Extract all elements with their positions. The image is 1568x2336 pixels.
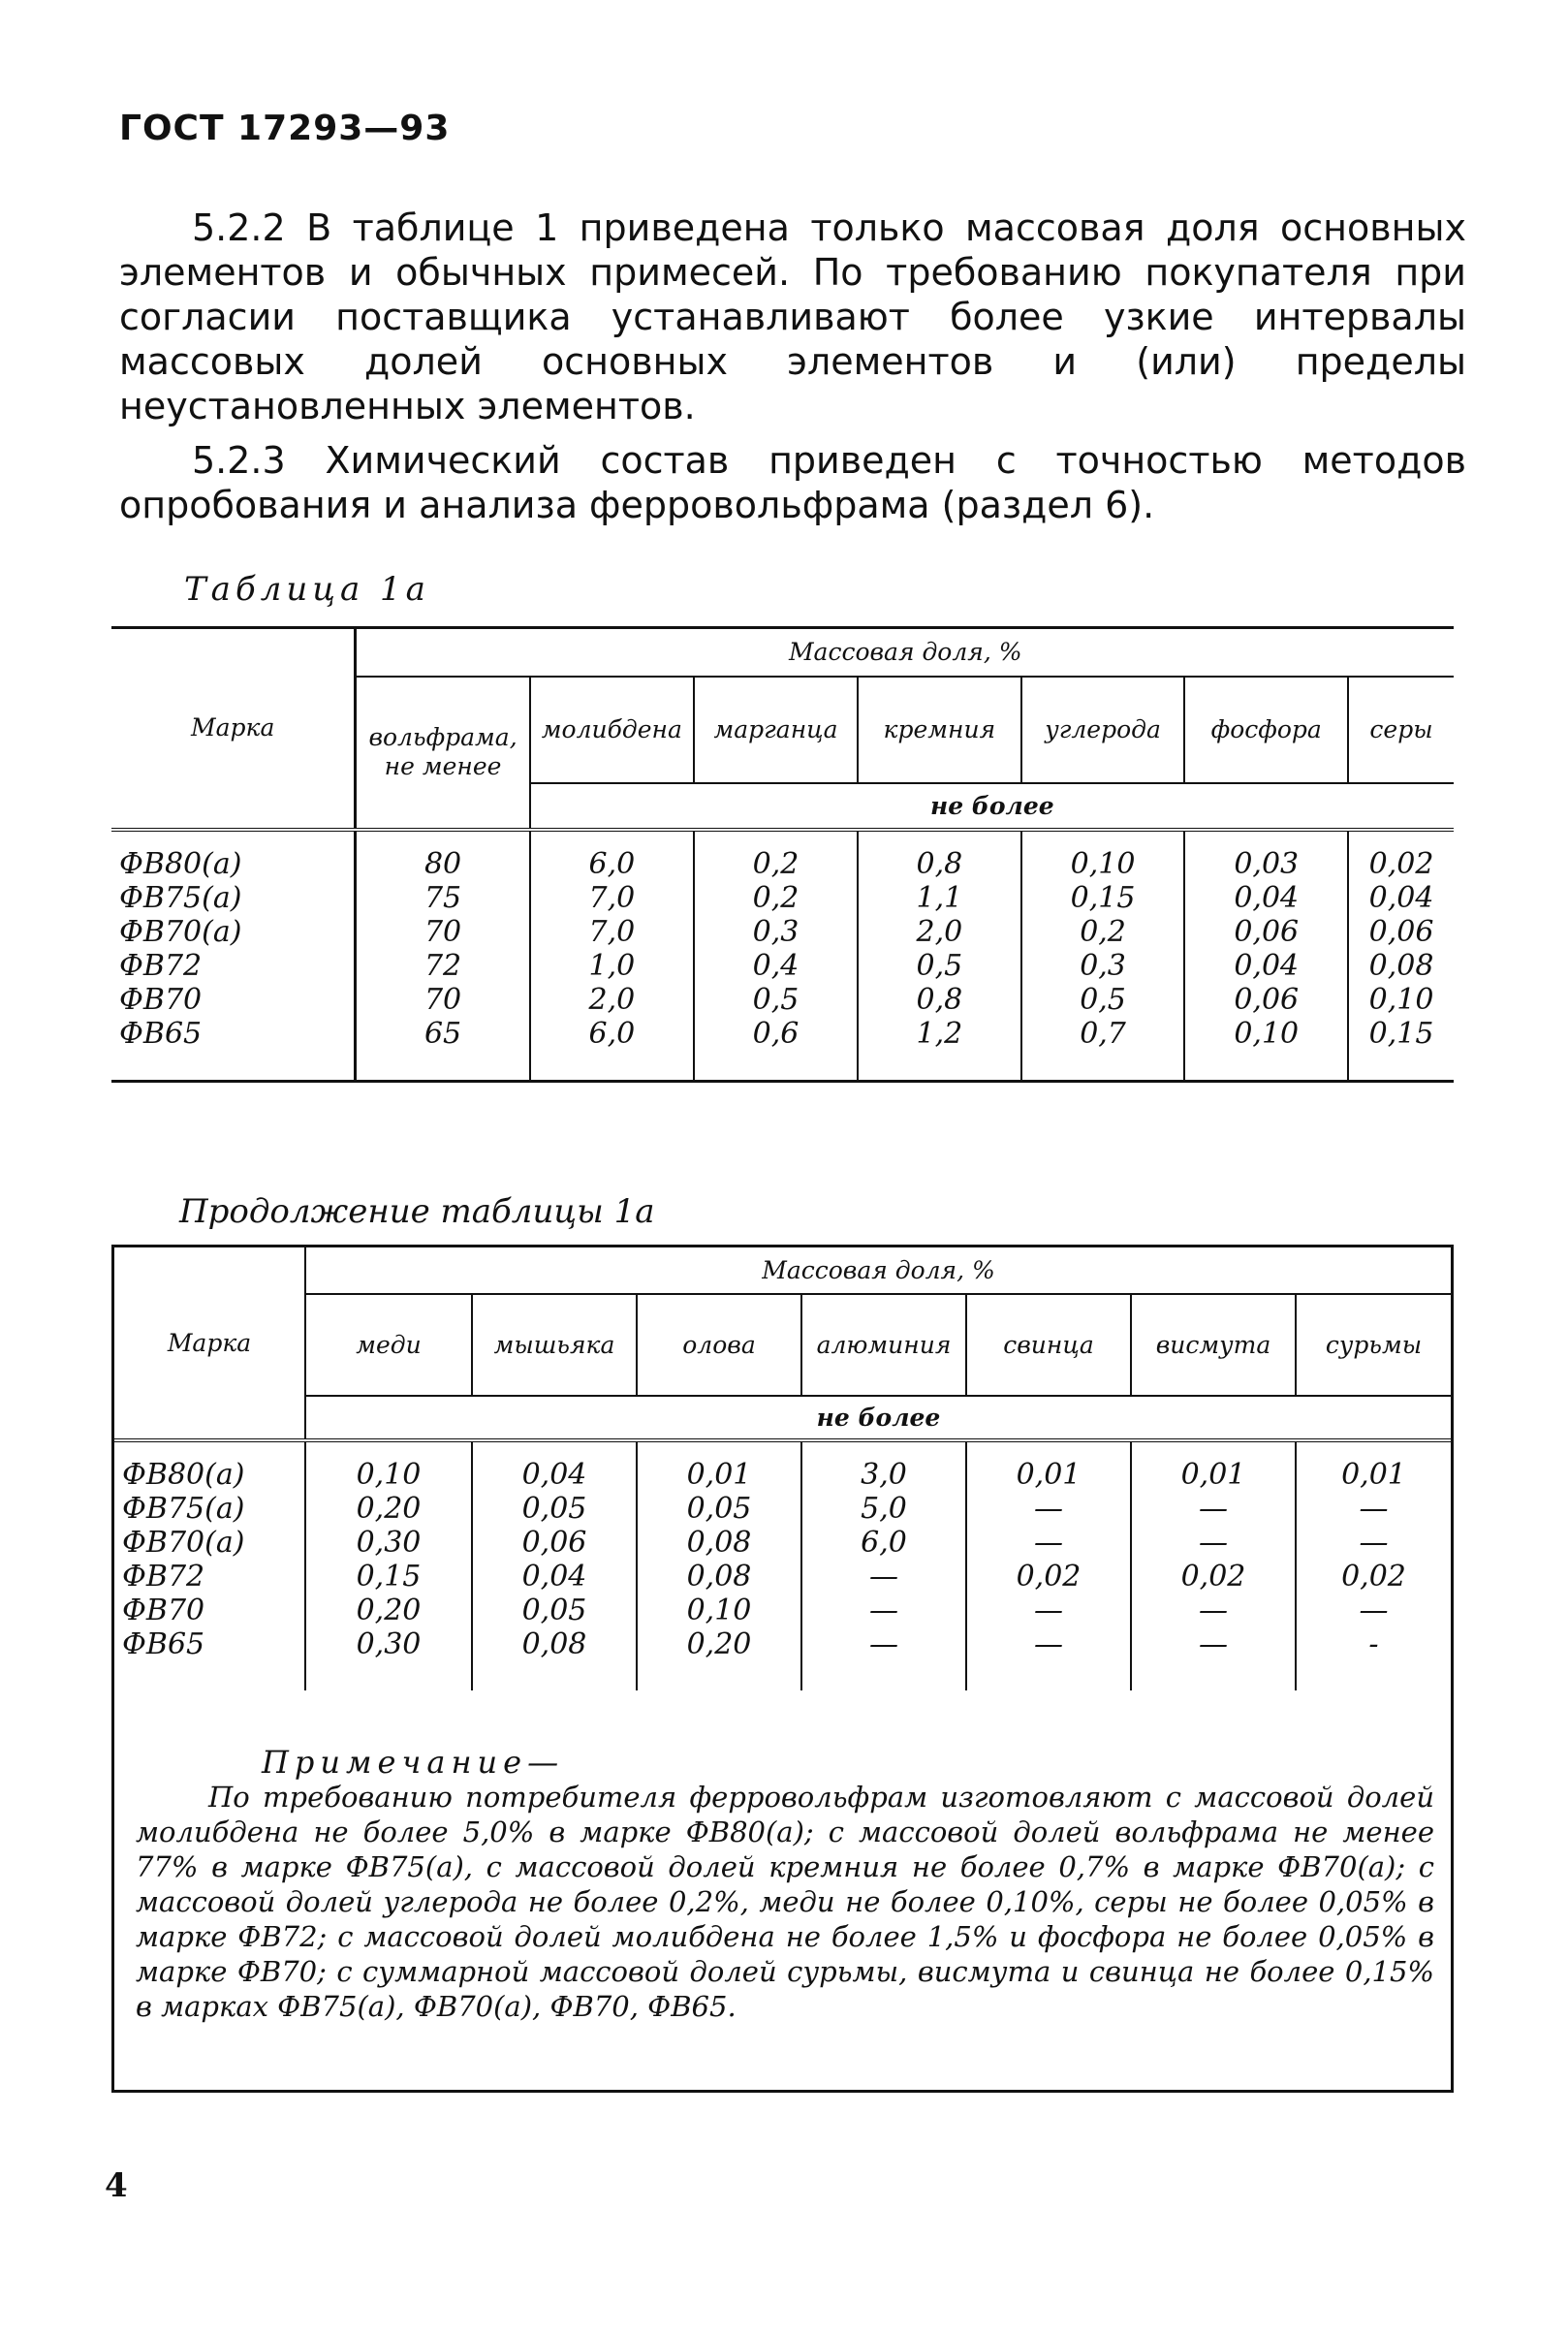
table-cell: — (1199, 1627, 1228, 1661)
table-cell: ФВ70(а) (119, 914, 242, 949)
table-cell: 0,5 (1080, 982, 1126, 1017)
paragraph-5-2-2 (119, 205, 1466, 428)
table-cell: 0,04 (521, 1458, 587, 1492)
table-cell: 2,0 (916, 914, 963, 949)
table-cell: — (1034, 1492, 1063, 1526)
table-cell: 0,06 (1234, 914, 1300, 949)
table-cell: 0,2 (752, 846, 800, 881)
table-cell: — (1034, 1627, 1063, 1661)
table-cell: 0,05 (686, 1492, 752, 1526)
table-cell: 72 (423, 948, 462, 983)
table-cell: 0,4 (752, 948, 800, 983)
table-cell: — (869, 1627, 898, 1661)
table-cell: — (1359, 1492, 1389, 1526)
table-cell: 0,02 (1016, 1560, 1082, 1594)
column-header-bismuth: висмута (1131, 1294, 1296, 1396)
table-cell: 0,04 (1234, 948, 1300, 983)
table-cell: ФВ75(а) (122, 1492, 245, 1526)
table-cell: — (1199, 1526, 1228, 1560)
antimony-column (1296, 1440, 1451, 1690)
table-cell: 0,02 (1368, 846, 1434, 881)
subheader-not-more-than: не более (929, 791, 1054, 820)
table-cell: 0,06 (1368, 914, 1434, 949)
table-cell: 0,5 (916, 948, 963, 983)
table-cell: 6,0 (861, 1526, 907, 1560)
table-cell: ФВ65 (119, 1016, 203, 1051)
group-header-mass-fraction: Массовая доля, % (356, 628, 1454, 677)
table-cell: 0,08 (521, 1627, 587, 1661)
table-cell: 0,02 (1341, 1560, 1406, 1594)
table-cell: 0,06 (1234, 982, 1300, 1017)
column-header-phosphorus: фосфора (1184, 677, 1348, 783)
table-cell: 0,30 (356, 1526, 422, 1560)
table-cell: 0,20 (356, 1594, 422, 1627)
table-1a-continued (114, 1247, 1451, 1690)
group-header-mass-fraction: Массовая доля, % (305, 1247, 1451, 1294)
table-cell: — (1034, 1594, 1063, 1627)
table-cell: — (1199, 1594, 1228, 1627)
table-cell: 80 (423, 846, 462, 881)
table-cell: 0,03 (1234, 846, 1300, 881)
page-number: 4 (105, 2166, 128, 2205)
table-1a-continued-caption: Продолжение таблицы 1а (179, 1192, 655, 1231)
table-cell: 7,0 (588, 914, 636, 949)
column-header-lead: свинца (966, 1294, 1131, 1396)
table-cell: 0,2 (752, 880, 800, 915)
molybdenum-column (530, 830, 694, 1082)
table-cell: ФВ75(а) (119, 880, 242, 915)
table-cell: 0,01 (1180, 1458, 1246, 1492)
tungsten-column (356, 830, 530, 1082)
tin-column (637, 1440, 801, 1690)
table-cell: ФВ80(а) (119, 846, 242, 881)
table-cell: 7,0 (588, 880, 636, 915)
table-cell: — (869, 1560, 898, 1594)
table-cell: 1,1 (916, 880, 963, 915)
column-header-tungsten: вольфрама, не менее (356, 677, 530, 830)
table-cell: 2,0 (588, 982, 636, 1017)
table-cell: 0,15 (356, 1560, 422, 1594)
table-cell: 0,10 (1368, 982, 1434, 1017)
table-cell: 6,0 (588, 846, 636, 881)
column-header-carbon: углерода (1021, 677, 1185, 783)
table-cell: 0,01 (1341, 1458, 1406, 1492)
brand-column (111, 830, 356, 1082)
table-cell: 0,15 (1070, 880, 1136, 915)
table-cell: 0,04 (1234, 880, 1300, 915)
column-header-brand: Марка (111, 628, 356, 830)
table-cell: 0,15 (1368, 1016, 1434, 1051)
table-cell: 0,8 (916, 982, 963, 1017)
aluminium-column (801, 1440, 966, 1690)
table-cell: 0,10 (1234, 1016, 1300, 1051)
table-cell: 0,08 (686, 1526, 752, 1560)
table-cell: ФВ65 (122, 1627, 205, 1661)
table-cell: — (1199, 1492, 1228, 1526)
table-1a-caption: Таблица 1а (184, 570, 430, 609)
table-cell: 65 (423, 1016, 462, 1051)
table-cell: 0,10 (356, 1458, 422, 1492)
table-note (136, 1745, 1434, 2024)
subheader-not-more-than: не более (816, 1404, 941, 1432)
table-cell: 0,06 (521, 1526, 587, 1560)
column-header-aluminium: алюминия (801, 1294, 966, 1396)
table-cell: 75 (423, 880, 462, 915)
phosphorus-column (1184, 830, 1348, 1082)
table-1a (111, 626, 1454, 1083)
table-cell: 6,0 (588, 1016, 636, 1051)
bismuth-column (1131, 1440, 1296, 1690)
column-header-brand: Марка (114, 1247, 305, 1440)
table-cell: 0,08 (1368, 948, 1434, 983)
brand-column (114, 1440, 305, 1690)
table-cell: 0,6 (752, 1016, 800, 1051)
sulfur-column (1348, 830, 1454, 1082)
table-cell: 70 (423, 982, 462, 1017)
table-cell: — (869, 1594, 898, 1627)
note-text: По требованию потребителя ферровольфрам изготовляют с массовой долей молибдена не более 5,0% в марке ФВ80(а); с массовой долей вольфрама не менее 77% в марке ФВ75(а), с массовой долей кремния не более 0,7% в марке ФВ70(а); с массовой долей углерода не более 0,2%, меди не более 0,10%, серы не более 0,05% в марке ФВ72; с массовой долей молибдена не более 1,5% и фосфора не более 0,05% в марке ФВ70; с суммарной массовой долей сурьмы, висмута и свинца не более 0,15% в марках ФВ75(а), ФВ70(а), ФВ70, ФВ65. (136, 1781, 1434, 2023)
table-cell: 3,0 (861, 1458, 907, 1492)
column-header-arsenic: мышьяка (472, 1294, 637, 1396)
document-code: ГОСТ 17293—93 (119, 109, 451, 148)
column-header-sulfur: серы (1348, 677, 1454, 783)
column-header-antimony: сурьмы (1296, 1294, 1451, 1396)
column-header-silicon: кремния (858, 677, 1021, 783)
table-cell: 0,04 (1368, 880, 1434, 915)
table-cell: 0,3 (752, 914, 800, 949)
table-cell: — (1359, 1594, 1389, 1627)
manganese-column (694, 830, 858, 1082)
paragraph-text: 5.2.3 Химический состав приведен с точностью методов опробования и анализа ферровольфрама (раздел 6). (119, 439, 1466, 526)
table-cell: ФВ72 (122, 1560, 205, 1594)
table-cell: 0,08 (686, 1560, 752, 1594)
table-cell: 1,2 (916, 1016, 963, 1051)
table-cell: 0,20 (686, 1627, 752, 1661)
silicon-column (858, 830, 1021, 1082)
table-cell: 0,7 (1080, 1016, 1126, 1051)
table-cell: 0,30 (356, 1627, 422, 1661)
table-cell: - (1368, 1627, 1379, 1661)
carbon-column (1021, 830, 1185, 1082)
table-cell: 5,0 (861, 1492, 907, 1526)
note-title: Примечание— (262, 1744, 565, 1781)
table-cell: 0,01 (686, 1458, 752, 1492)
table-cell: 0,2 (1080, 914, 1126, 949)
table-cell: 0,05 (521, 1594, 587, 1627)
table-cell: ФВ70 (119, 982, 203, 1017)
column-header-manganese: марганца (694, 677, 858, 783)
table-cell: — (1034, 1526, 1063, 1560)
table-cell: 0,20 (356, 1492, 422, 1526)
table-cell: ФВ72 (119, 948, 203, 983)
table-cell: 0,04 (521, 1560, 587, 1594)
table-cell: 0,01 (1016, 1458, 1082, 1492)
table-cell: 1,0 (588, 948, 636, 983)
table-cell: — (1359, 1526, 1389, 1560)
table-cell: 0,3 (1080, 948, 1126, 983)
table-cell: 0,5 (752, 982, 800, 1017)
table-cell: 70 (423, 914, 462, 949)
lead-column (966, 1440, 1131, 1690)
table-cell: 0,05 (521, 1492, 587, 1526)
column-header-copper: меди (305, 1294, 472, 1396)
paragraph-5-2-3 (119, 438, 1466, 527)
paragraph-text: 5.2.2 В таблице 1 приведена только массовая доля основных элементов и обычных примесей. По требованию покупателя при согласии поставщика устанавливают более узкие интервалы массовых долей основных элементов и (или) пределы неустановленных элементов. (119, 206, 1466, 427)
arsenic-column (472, 1440, 637, 1690)
table-cell: 0,10 (1070, 846, 1136, 881)
column-header-tin: олова (637, 1294, 801, 1396)
table-cell: ФВ70 (122, 1594, 205, 1627)
table-cell: 0,10 (686, 1594, 752, 1627)
table-cell: ФВ80(а) (122, 1458, 245, 1492)
table-cell: 0,02 (1180, 1560, 1246, 1594)
table-cell: ФВ70(а) (122, 1526, 245, 1560)
table-cell: 0,8 (916, 846, 963, 881)
copper-column (305, 1440, 472, 1690)
column-header-molybdenum: молибдена (530, 677, 694, 783)
